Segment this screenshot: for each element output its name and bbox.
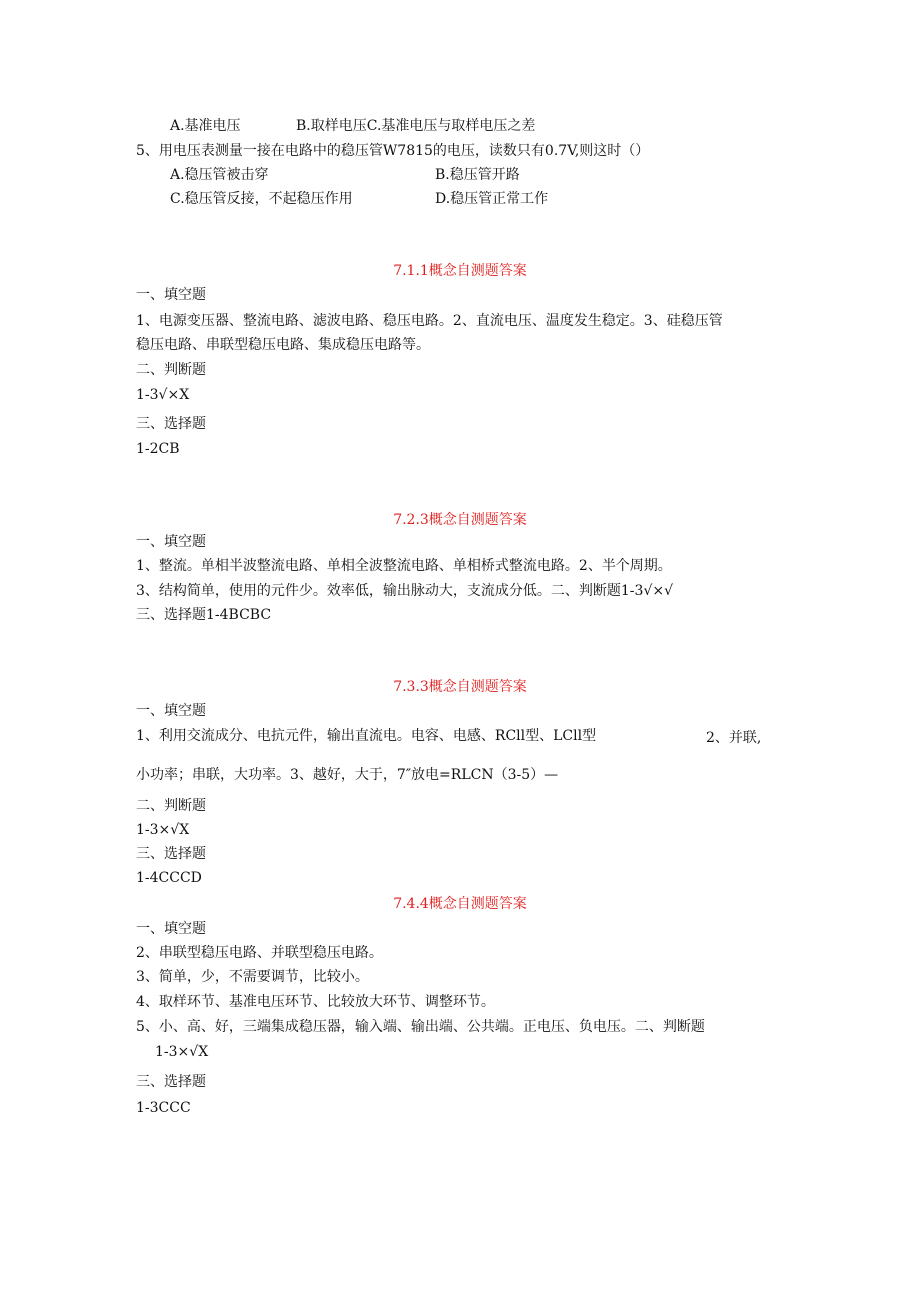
s723-line3: 三、选择题1-4BCBC bbox=[136, 607, 272, 623]
s744-choice-answer: 1-3CCC bbox=[136, 1100, 191, 1116]
s733-judge-answer: 1-3×√X bbox=[136, 822, 190, 838]
s733-fill-heading: 一、填空题 bbox=[136, 703, 206, 719]
s711-judge-answer: 1-3√×X bbox=[136, 387, 190, 403]
s711-fill-line2: 稳压电路、串联型稳压电路、集成稳压电路等。 bbox=[136, 337, 430, 353]
s744-judge-answer: 1-3×√X bbox=[155, 1044, 209, 1060]
section-733-title: 7.3.3概念自测题答案 bbox=[393, 679, 527, 695]
s723-line1: 1、整流。单相半波整流电路、单相全波整流电路、单相桥式整流电路。2、半个周期。 bbox=[136, 558, 672, 574]
s711-fill-heading: 一、填空题 bbox=[136, 287, 206, 303]
s711-judge-heading: 二、判断题 bbox=[136, 362, 206, 378]
s733-choice-heading: 三、选择题 bbox=[136, 846, 206, 862]
s744-fill-heading: 一、填空题 bbox=[136, 921, 206, 937]
q5-stem: 5、用电压表测量一接在电路中的稳压管W7815的电压，读数只有0.7V,则这时（） bbox=[136, 143, 650, 159]
s711-fill-line1: 1、电源变压器、整流电路、滤波电路、稳压电路。2、直流电压、温度发生稳定。3、硅稳压管 bbox=[136, 313, 723, 329]
s711-choice-heading: 三、选择题 bbox=[136, 416, 206, 432]
section-744-title: 7.4.4概念自测题答案 bbox=[393, 896, 527, 912]
section-723-title: 7.2.3概念自测题答案 bbox=[393, 512, 527, 528]
s744-choice-heading: 三、选择题 bbox=[136, 1074, 206, 1090]
s744-line2: 2、串联型稳压电路、并联型稳压电路。 bbox=[136, 945, 383, 961]
s744-line3: 3、简单，少，不需要调节，比较小。 bbox=[136, 969, 369, 985]
s733-choice-answer: 1-4CCCD bbox=[136, 870, 202, 886]
s744-line4: 4、取样环节、基准电压环节、比较放大环节、调整环节。 bbox=[136, 994, 495, 1010]
q4-option-a: A.基准电压 bbox=[170, 118, 241, 134]
q4-option-bc: B.取样电压C.基准电压与取样电压之差 bbox=[296, 118, 536, 134]
s733-line1-right: 2、并联, bbox=[706, 730, 762, 746]
s723-line2: 3、结构简单，使用的元件少。效率低，输出脉动大，支流成分低。二、判断题1-3√×√ bbox=[136, 583, 674, 599]
s744-line5: 5、小、高、好，三端集成稳压器，输入端、输出端、公共端。正电压、负电压。二、判断题 bbox=[136, 1019, 705, 1035]
s733-judge-heading: 二、判断题 bbox=[136, 798, 206, 814]
s723-fill-heading: 一、填空题 bbox=[136, 534, 206, 550]
q5-option-d: D.稳压管正常工作 bbox=[435, 191, 549, 207]
s711-choice-answer: 1-2CB bbox=[136, 441, 180, 457]
s733-line1: 1、利用交流成分、电抗元件，输出直流电。电容、电感、RCll型、LCll型 bbox=[136, 728, 597, 744]
s733-line2: 小功率；串联，大功率。3、越好，大于，7″放电=RLCN（3-5）— bbox=[136, 767, 559, 783]
section-711-title: 7.1.1概念自测题答案 bbox=[393, 263, 527, 279]
q5-option-b: B.稳压管开路 bbox=[435, 167, 520, 183]
q5-option-a: A.稳压管被击穿 bbox=[170, 167, 269, 183]
q5-option-c: C.稳压管反接，不起稳压作用 bbox=[170, 191, 353, 207]
